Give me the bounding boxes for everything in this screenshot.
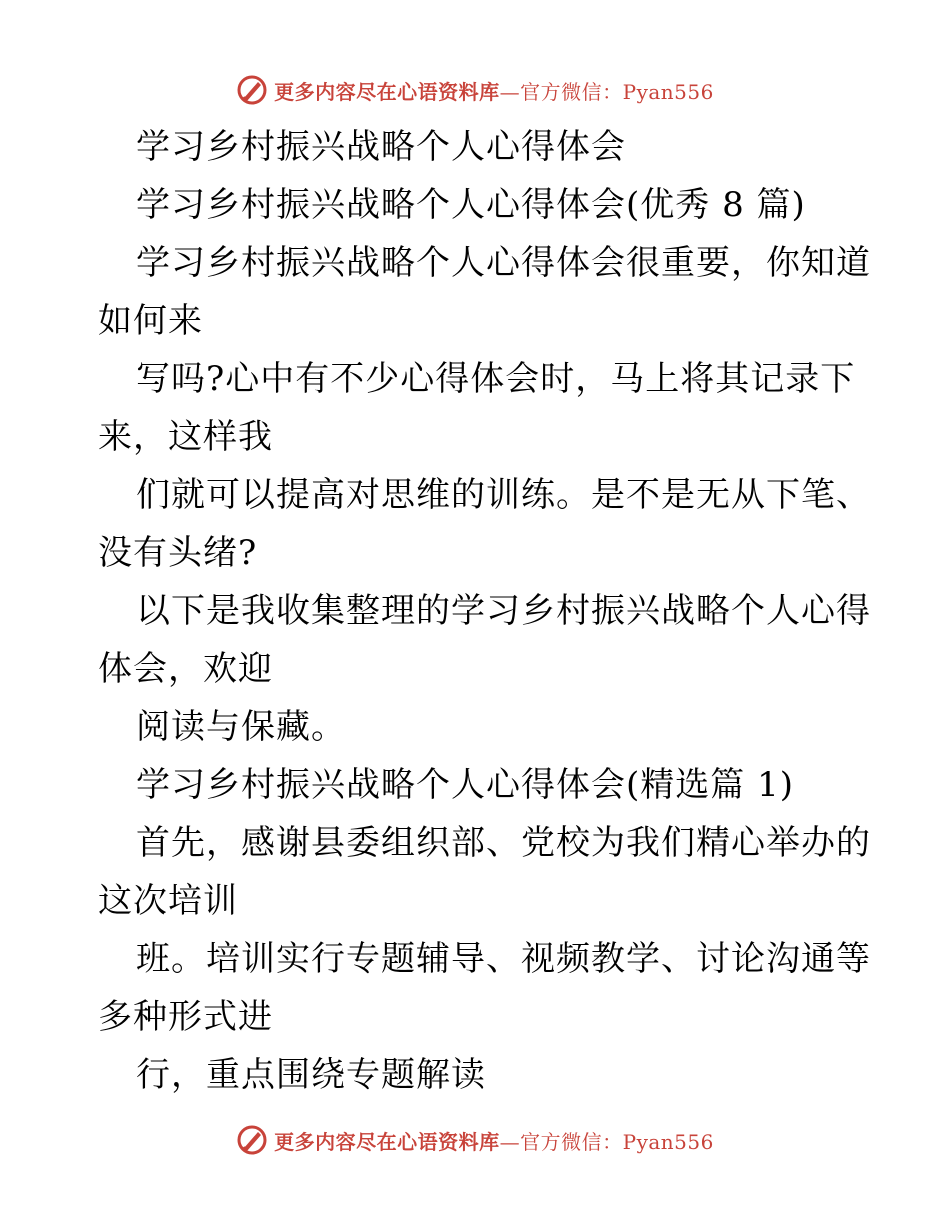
ink-brush-logo-icon (236, 1124, 268, 1156)
document-line: 以下是我收集整理的学习乡村振兴战略个人心得 (136, 591, 871, 631)
document-line: 如何来 (98, 301, 203, 341)
footer-banner (0, 1120, 950, 1160)
ink-brush-logo-icon (236, 74, 268, 106)
footer-banner-text (274, 1126, 714, 1155)
header-banner-main: 更多内容尽在心语资料库 (274, 79, 500, 104)
header-banner-content (236, 74, 714, 106)
document-line: 写吗?心中有不少心得体会时，马上将其记录下 (136, 359, 856, 399)
header-banner (0, 70, 950, 110)
document-line: 学习乡村振兴战略个人心得体会(精选篇 1) (136, 765, 794, 805)
document-line: 多种形式进 (98, 997, 273, 1037)
document-line: 没有头绪? (98, 533, 258, 573)
header-banner-suffix: —官方微信：Pyan556 (499, 79, 714, 104)
document-line: 体会，欢迎 (98, 649, 273, 689)
document-line: 阅读与保藏。 (136, 707, 346, 747)
document-line: 学习乡村振兴战略个人心得体会(优秀 8 篇) (136, 185, 806, 225)
document-line: 首先，感谢县委组织部、党校为我们精心举办的 (136, 823, 871, 863)
document-line: 来，这样我 (98, 417, 273, 457)
document-line: 学习乡村振兴战略个人心得体会 (136, 127, 626, 167)
document-line: 班。培训实行专题辅导、视频教学、讨论沟通等 (136, 939, 871, 979)
document-body (98, 118, 871, 1104)
document-line: 学习乡村振兴战略个人心得体会很重要，你知道 (136, 243, 871, 283)
document-line: 行，重点围绕专题解读 (136, 1055, 486, 1095)
document-line: 这次培训 (98, 881, 238, 921)
header-banner-text (274, 76, 714, 105)
footer-banner-suffix: —官方微信：Pyan556 (499, 1129, 714, 1154)
footer-banner-main: 更多内容尽在心语资料库 (274, 1129, 500, 1154)
document-line: 们就可以提高对思维的训练。是不是无从下笔、 (136, 475, 871, 515)
footer-banner-content (236, 1124, 714, 1156)
